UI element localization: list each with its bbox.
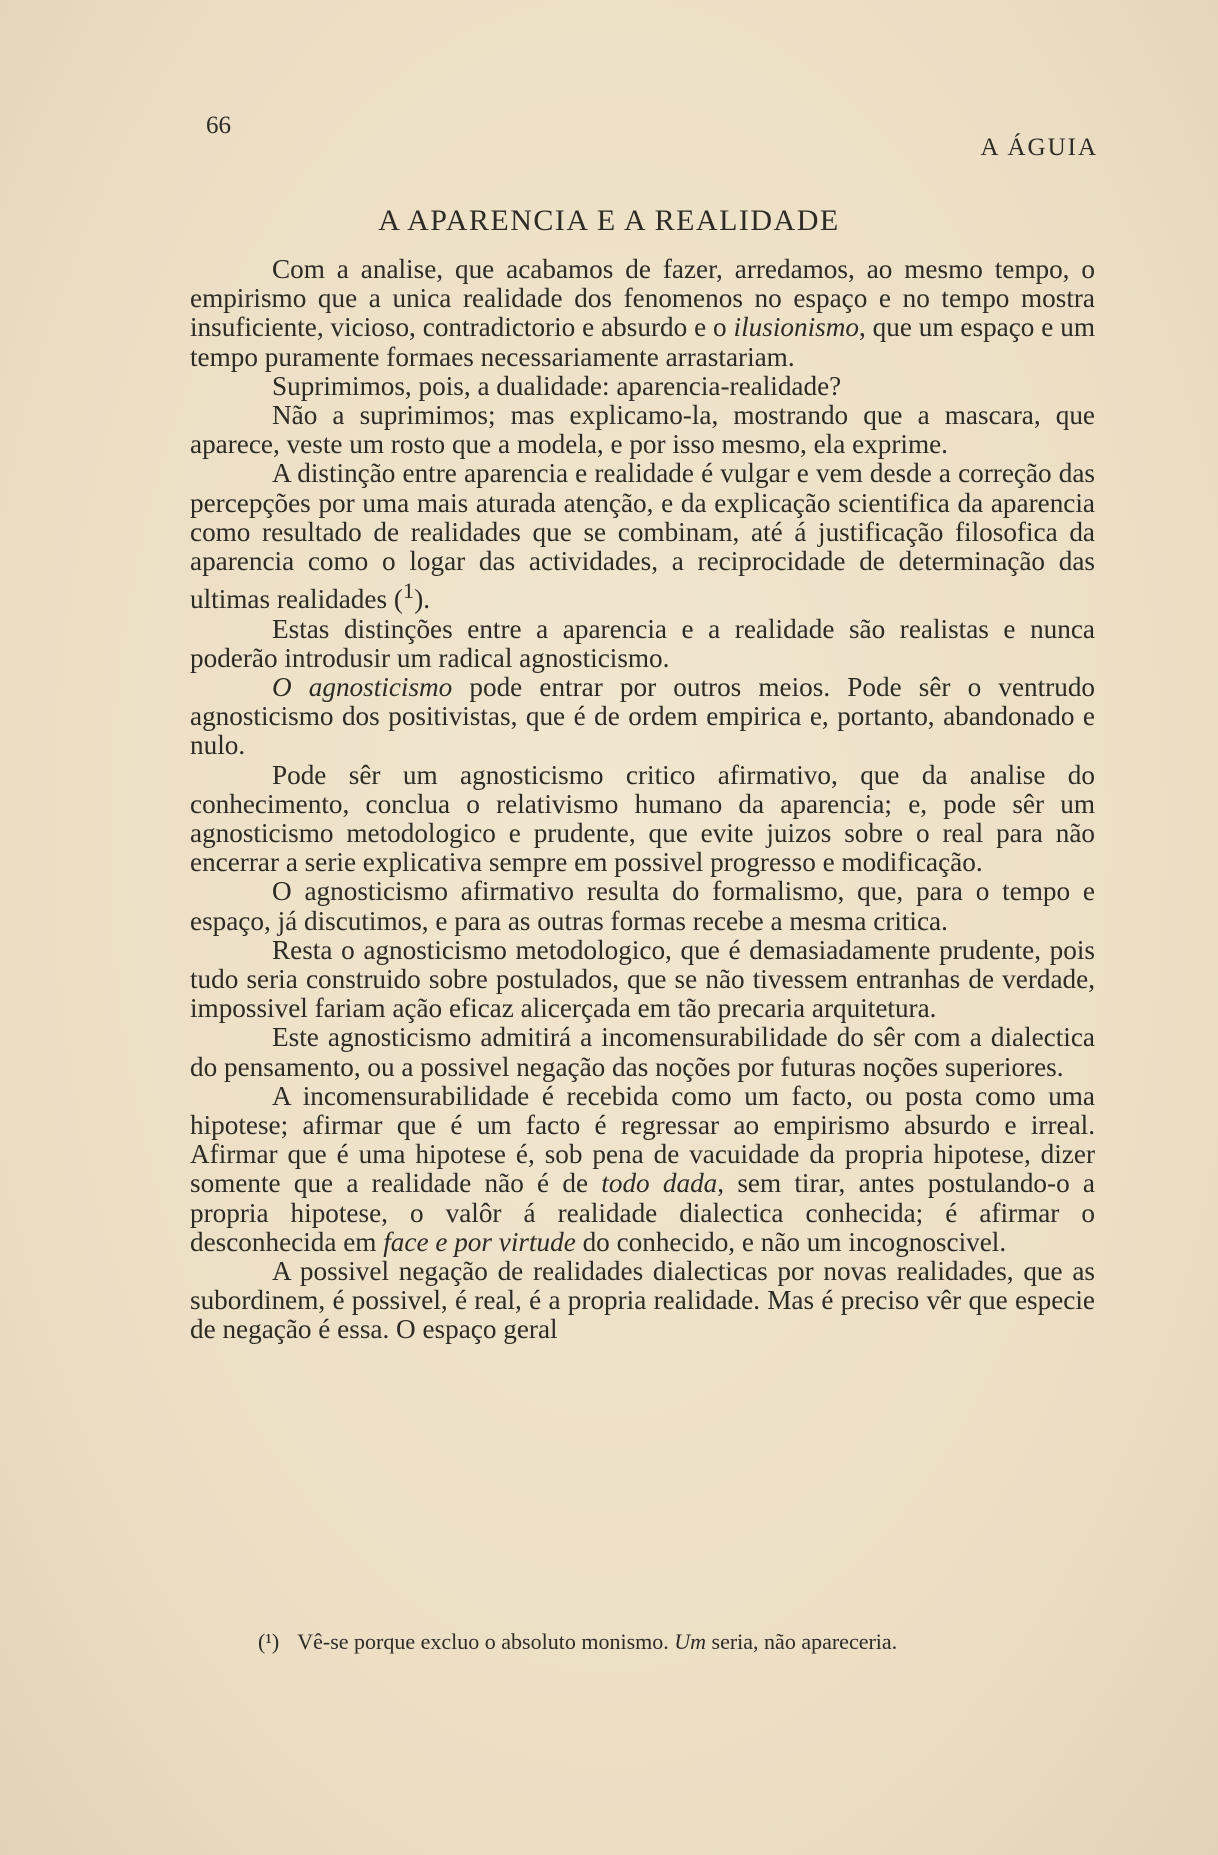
paragraph-3: Não a suprimimos; mas explicamo-la, mostrando que a mascara, que aparece, veste um rosto que a modela, e por isso mesmo, ela exprime. xyxy=(190,400,1095,460)
paragraph-7: Pode sêr um agnosticismo critico afirmativo, que da analise do conhecimento, conclua o relativismo humano da aparencia; e, pode sêr um agnosticismo metodologico e prudente, que evite juizos sobre o real para não encerrar a serie explicativa sempre em possivel progresso e modificação. xyxy=(190,759,1095,878)
footnote: (¹) Vê-se porque excluo o absoluto monismo. Um seria, não apareceria. xyxy=(258,1629,898,1654)
paragraph-6: O agnosticismo pode entrar por outros meios. Pode sêr o ventrudo agnosticismo dos positivistas, que é de ordem empirica e, portanto, abandonado e nulo. xyxy=(190,671,1096,761)
paragraph-5: Estas distinções entre a aparencia e a realidade são realistas e nunca poderão introdusir um radical agnosticismo. xyxy=(190,613,1095,673)
running-head: A ÁGUIA xyxy=(980,134,1098,161)
paragraph-4: A distinção entre aparencia e realidade é vulgar e vem desde a correção das percepções por uma mais aturada atenção, e da explicação scientifica da aparencia como resultado de realidades que se combinam, até á justificação filosofica da aparencia como o logar das actividades, a reciprocidade de determinação das ultimas realidades ($^1$). xyxy=(190,458,1095,615)
article-body xyxy=(190,255,1095,1345)
paragraph-10: Este agnosticismo admitirá a incomensurabilidade do sêr com a dialectica do pensamento, ou a possivel negação das noções por futuras noções superiores. xyxy=(190,1022,1095,1082)
paragraph-1: Com a analise, que acabamos de fazer, arredamos, ao mesmo tempo, o empirismo que a unica realidade dos fenomenos no espaço e no tempo mostra insuficiente, vicioso, contradictorio e absurdo e o ilusionismo, que um espaço e um tempo puramente formaes necessariamente arrastariam. xyxy=(190,254,1095,372)
page-header xyxy=(0,112,1218,162)
page-number: 66 xyxy=(206,112,231,139)
paragraph-2: Suprimimos, pois, a dualidade: aparencia-realidade? xyxy=(272,370,842,401)
paragraph-8: O agnosticismo afirmativo resulta do formalismo, que, para o tempo e espaço, já discutimos, e para as outras formas recebe a mesma critica. xyxy=(190,876,1095,936)
footnote-reference[interactable]: 1 xyxy=(402,578,415,604)
paragraph-9: Resta o agnosticismo metodologico, que é demasiadamente prudente, pois tudo seria construido sobre postulados, que se não tivessem entranhas de verdade, impossivel fariam ação eficaz alicerçada em tão precaria arquitetura. xyxy=(190,934,1095,1024)
paragraph-12: A possivel negação de realidades dialecticas por novas realidades, que as subordinem, é possivel, é real, é a propria realidade. Mas é preciso vêr que especie de negação é essa. O espaço geral xyxy=(190,1255,1095,1345)
article-title: A APARENCIA E A REALIDADE xyxy=(378,204,840,237)
footnote-mark: (¹) xyxy=(258,1629,280,1654)
paragraph-11: A incomensurabilidade é recebida como um facto, ou posta como uma hipotese; afirmar que é um facto é regressar ao empirismo absurdo e irreal. Afirmar que é uma hipotese é, sob pena de vacuidade da propria hipotese, dizer somente que a realidade não é de todo dada, sem tirar, antes postulando-o a propria hipotese, o valôr á realidade dialectica conhecida; é afirmar o desconhecida em face e por virtude do conhecido, e não um incognoscivel. xyxy=(190,1080,1095,1257)
